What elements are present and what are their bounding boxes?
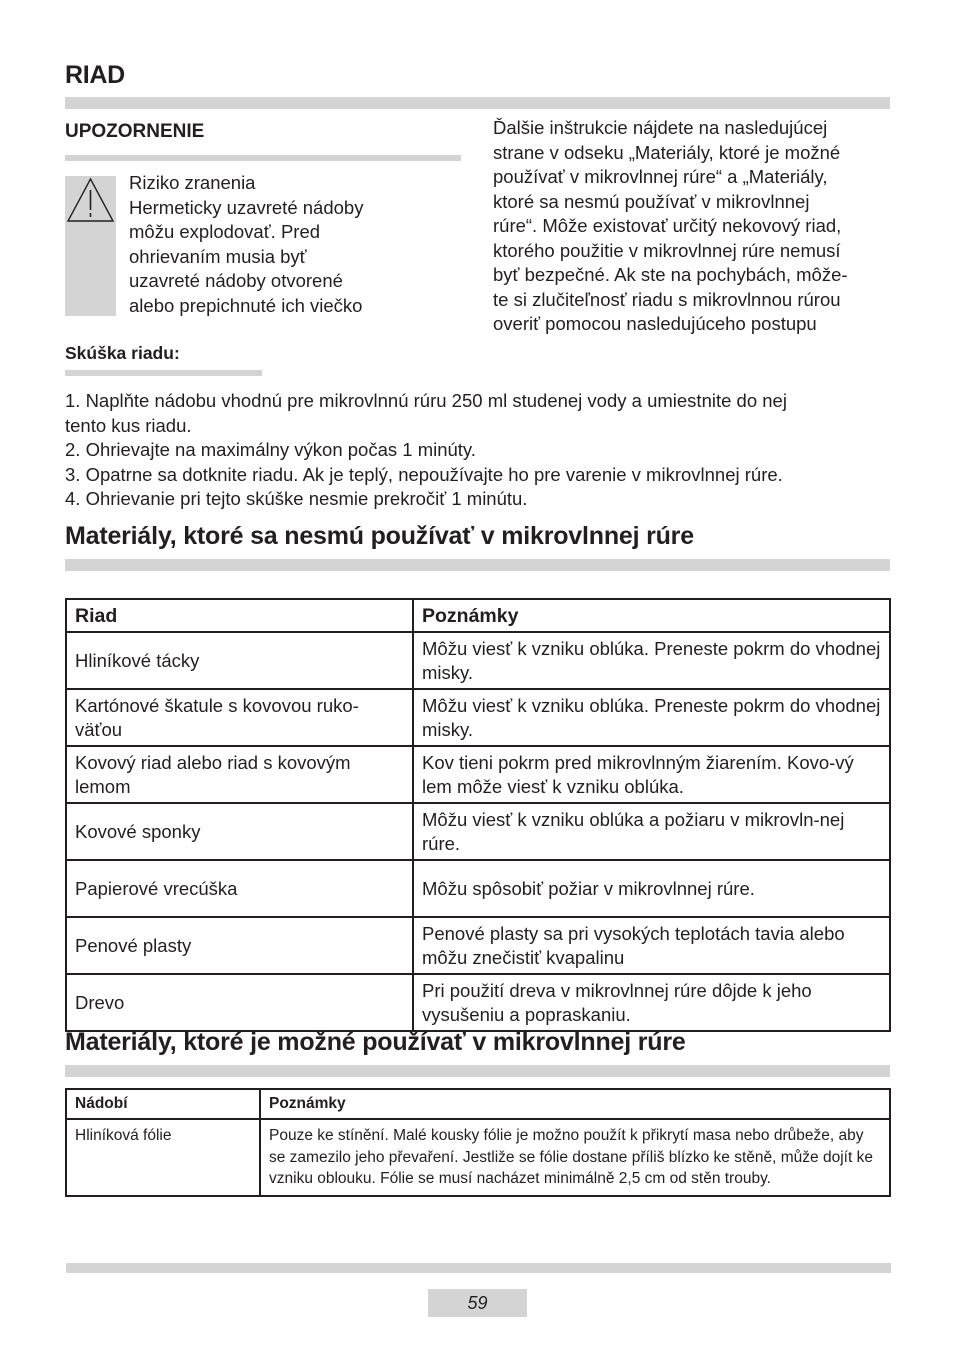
warning-text-line: alebo prepichnuté ich viečko bbox=[129, 294, 363, 316]
column-header-nadobi: Nádobí bbox=[66, 1089, 260, 1119]
warning-text-line: Hermeticky uzavreté nádoby bbox=[129, 196, 364, 218]
test-step-line: 2. Ohrievajte na maximálny výkon počas 1 minúty. bbox=[65, 439, 476, 460]
warning-heading: UPOZORNENIE bbox=[65, 121, 205, 142]
table-cell-poznamky: Pri použití dreva v mikrovlnnej rúre dôjde k jeho vysušeniu a popraskaniu. bbox=[413, 974, 890, 1031]
table-row bbox=[66, 917, 890, 974]
title-divider bbox=[65, 97, 890, 109]
allowed-heading: Materiály, ktoré je možné používať v mikrovlnnej rúre bbox=[65, 1028, 686, 1056]
table-cell-riad: Penové plasty bbox=[66, 917, 413, 974]
table-cell-nadobi: Hliníková fólie bbox=[66, 1119, 260, 1196]
table-row bbox=[66, 860, 890, 917]
table-cell-poznamky: Môžu viesť k vzniku oblúka a požiaru v mikrovln-nej rúre. bbox=[413, 803, 890, 860]
table-cell-riad: Kartónové škatule s kovovou ruko-väťou bbox=[66, 689, 413, 746]
table-cell-riad: Kovový riad alebo riad s kovovým lemom bbox=[66, 746, 413, 803]
test-step-line: 1. Naplňte nádobu vhodnú pre mikrovlnnú rúru 250 ml studenej vody a umiestnite do nej bbox=[65, 390, 787, 411]
table-cell-poznamky: Kov tieni pokrm pred mikrovlnným žiarením. Kovo-vý lem môže viesť k vzniku oblúka. bbox=[413, 746, 890, 803]
table-cell-riad: Hliníkové tácky bbox=[66, 632, 413, 689]
allowed-table bbox=[65, 1088, 891, 1197]
table-cell-poznamky: Môžu spôsobiť požiar v mikrovlnnej rúre. bbox=[413, 860, 890, 917]
test-step-line: tento kus riadu. bbox=[65, 414, 192, 436]
table-row bbox=[66, 1119, 890, 1196]
table-row bbox=[66, 803, 890, 860]
warning-text bbox=[129, 171, 459, 318]
paragraph-line: strane v odseku „Materiály, ktoré je možné bbox=[493, 141, 841, 163]
column-header-riad: Riad bbox=[66, 599, 413, 632]
page-title: RIAD bbox=[65, 61, 125, 89]
paragraph-line: ktorého použitie v mikrovlnnej rúre nemusí bbox=[493, 239, 841, 261]
footer-divider bbox=[66, 1263, 891, 1273]
page-number: 59 bbox=[428, 1289, 527, 1317]
test-step-line: 4. Ohrievanie pri tejto skúške nesmie prekročiť 1 minútu. bbox=[65, 488, 528, 509]
forbidden-divider bbox=[65, 559, 890, 571]
paragraph-line: Ďalšie inštrukcie nájdete na nasledujúcej bbox=[493, 117, 828, 138]
warning-triangle-icon bbox=[65, 176, 116, 232]
warning-text-line: uzavreté nádoby otvorené bbox=[129, 270, 343, 291]
allowed-divider bbox=[65, 1065, 890, 1077]
table-cell-riad: Papierové vrecúška bbox=[66, 860, 413, 917]
test-step-line: 3. Opatrne sa dotknite riadu. Ak je teplý, nepoužívajte ho pre varenie v mikrovlnnej rúre. bbox=[65, 463, 783, 485]
table-header-row bbox=[66, 599, 890, 632]
forbidden-heading: Materiály, ktoré sa nesmú používať v mikrovlnnej rúre bbox=[65, 522, 694, 550]
warning-icon-box bbox=[65, 176, 116, 316]
paragraph-line: ktoré sa nesmú používať v mikrovlnnej bbox=[493, 190, 810, 212]
test-heading: Skúška riadu: bbox=[65, 343, 180, 363]
table-cell-poznamky: Pouze ke stínění. Malé kousky fólie je možno použít k přikrytí masa nebo drůbeže, aby se zamezilo jeho převaření. Jestliže se fólie dostane příliš blízko ke stěně, může dojít ke vzniku oblouku. Fólie se musí nacházet minimálně 2,5 cm od stěn trouby. bbox=[260, 1119, 890, 1196]
warning-text-line: ohrievaním musia byť bbox=[129, 245, 307, 267]
warning-text-line: môžu explodovať. Pred bbox=[129, 221, 321, 242]
column-header-poznamky: Poznámky bbox=[260, 1089, 890, 1119]
paragraph-line: te si zlučiteľnosť riadu s mikrovlnnou rúrou bbox=[493, 288, 841, 310]
paragraph-line: používať v mikrovlnnej rúre“ a „Materiály, bbox=[493, 166, 828, 187]
column-header-poznamky: Poznámky bbox=[413, 599, 890, 632]
table-row bbox=[66, 746, 890, 803]
warning-text-line: Riziko zranenia bbox=[129, 172, 256, 193]
forbidden-table bbox=[65, 598, 891, 1032]
table-cell-poznamky: Môžu viesť k vzniku oblúka. Preneste pokrm do vhodnej misky. bbox=[413, 632, 890, 689]
paragraph-line: byť bezpečné. Ak ste na pochybách, môže- bbox=[493, 264, 848, 285]
table-cell-poznamky: Môžu viesť k vzniku oblúka. Preneste pokrm do vhodnej misky. bbox=[413, 689, 890, 746]
table-row bbox=[66, 632, 890, 689]
right-column-text bbox=[493, 116, 893, 337]
table-header-row bbox=[66, 1089, 890, 1119]
table-cell-riad: Drevo bbox=[66, 974, 413, 1031]
table-row bbox=[66, 974, 890, 1031]
table-cell-riad: Kovové sponky bbox=[66, 803, 413, 860]
paragraph-line: rúre“. Môže existovať určitý nekovový riad, bbox=[493, 215, 842, 236]
test-steps bbox=[65, 389, 895, 512]
table-row bbox=[66, 689, 890, 746]
test-divider bbox=[65, 370, 262, 376]
table-cell-poznamky: Penové plasty sa pri vysokých teplotách tavia alebo môžu znečistiť kvapalinu bbox=[413, 917, 890, 974]
warning-divider bbox=[65, 155, 461, 161]
paragraph-line: overiť pomocou nasledujúceho postupu bbox=[493, 313, 817, 334]
